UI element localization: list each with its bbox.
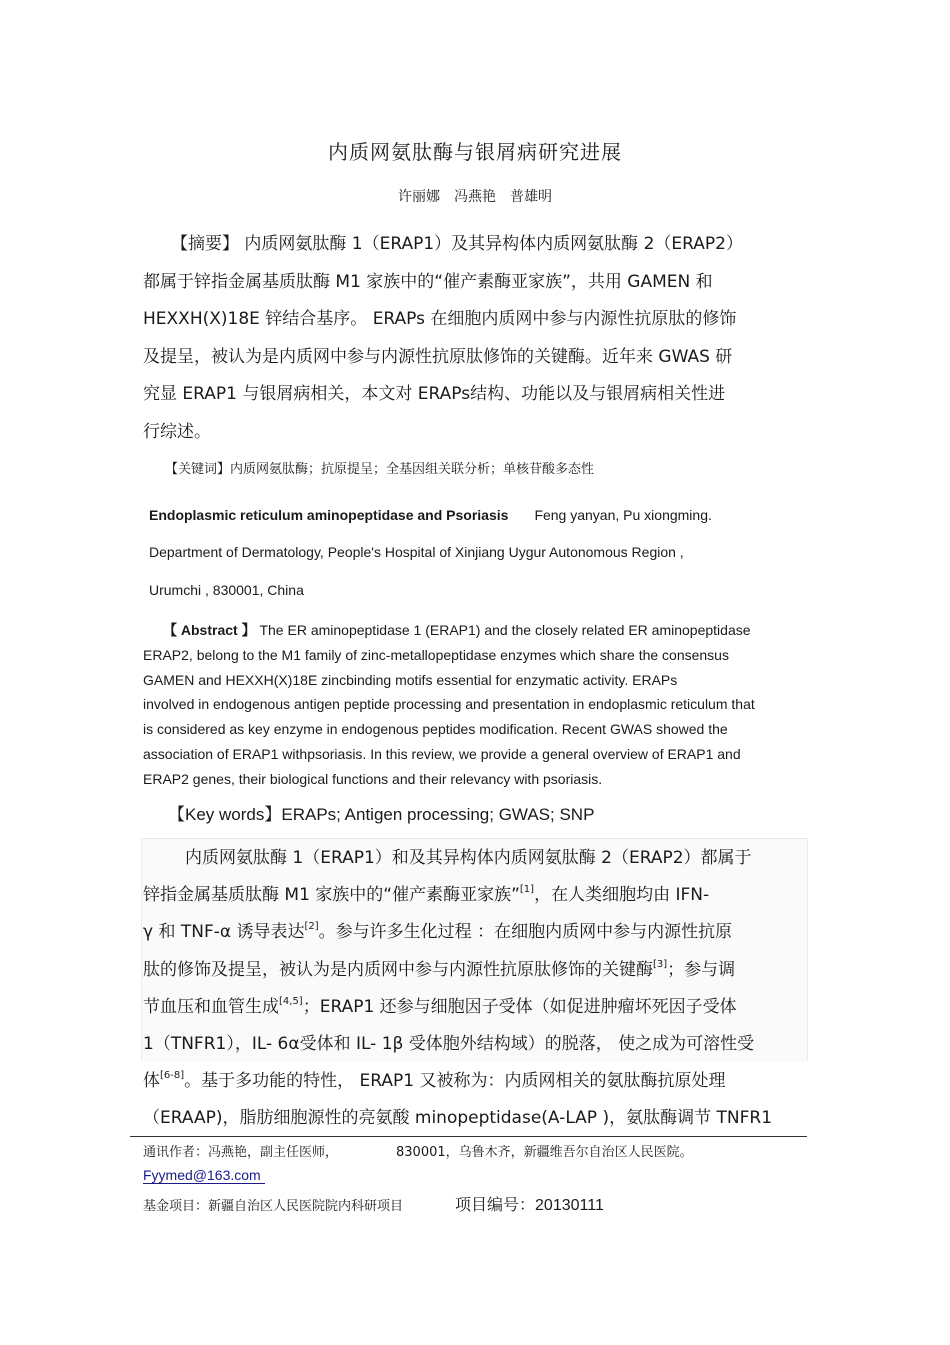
paper-title: 内质网氨肽酶与银屑病研究进展 — [328, 140, 622, 164]
english-abstract — [143, 618, 805, 792]
body-line: 1（TNFR1），IL- 6α受体和 IL- 1β 受体胞外结构域）的脱落， 使之成为可溶性受 — [143, 1034, 755, 1055]
body-line: 体[6-8]。基于多功能的特性， ERAP1 又被称为：内质网相关的氨肽酶抗原处理 — [143, 1070, 726, 1092]
abstract-line: 【 Abstract 】 The ER aminopeptidase 1 (ERAP1) and the closely related ER aminopeptidase — [163, 622, 751, 638]
citation: [3] — [653, 958, 668, 970]
chinese-keywords: 【关键词】内质网氨肽酶；抗原提呈；全基因组关联分析；单核苷酸多态性 — [165, 462, 595, 477]
author-list: 许丽娜 冯燕艳 普雄明 — [398, 189, 552, 205]
abstract-line: is considered as key enzyme in endogenous peptides modification. Recent GWAS showed the — [143, 721, 728, 738]
citation: [4,5] — [279, 995, 303, 1007]
body-line: （ERAAP)，脂肪细胞源性的亮氨酸 minopeptidase(A-LAP )，氨肽酶调节 TNFR1 — [143, 1108, 773, 1129]
english-affiliation: Department of Dermatology, People's Hospital of Xinjiang Uygur Autonomous Region , — [149, 544, 684, 560]
abstract-line: 究显 ERAP1 与银屑病相关，本文对 ERAPs结构、功能以及与银屑病相关性进 — [143, 384, 726, 404]
body-line: 内质网氨肽酶 1（ERAP1）和及其异构体内质网氨肽酶 2（ERAP2）都属于 — [185, 848, 752, 868]
english-title: Endoplasmic reticulum aminopeptidase and Psoriasis — [149, 507, 509, 523]
fund-note: 基金项目：新疆自治区人民医院院内科研项目 项目编号：20130111 — [143, 1195, 604, 1214]
abstract-line: GAMEN and HEXXH(X)18E zincbinding motifs essential for enzymatic activity. ERAPs — [143, 671, 678, 688]
citation: [1] — [519, 884, 535, 896]
abstract-line: involved in endogenous antigen peptide processing and presentation in endoplasmic reticulum that — [143, 696, 755, 713]
abstract-line: HEXXH(X)18E 锌结合基序。 ERAPs 在细胞内质网中参与内源性抗原肽的修饰 — [143, 309, 737, 329]
project-label: 项目编号： — [455, 1195, 536, 1214]
email-link[interactable]: Fyymed@163.com — [143, 1167, 265, 1184]
abstract-line: 及提呈，被认为是内质网中参与内源性抗原肽修饰的关键酶。近年来 GWAS 研 — [143, 346, 733, 367]
abstract-line: ERAP2 genes, their biological functions and their relevancy with psoriasis. — [143, 770, 603, 787]
footnote-divider — [130, 1136, 807, 1137]
english-city: Urumchi , 830001, China — [149, 582, 304, 598]
english-title-line — [149, 507, 712, 523]
abstract-line: 行综述。 — [143, 421, 211, 442]
english-keywords: 【Key words】ERAPs; Antigen processing; GWAS; SNP — [168, 805, 595, 824]
abstract-label: 【摘要】 — [171, 234, 239, 254]
abstract-line: ERAP2, belong to the M1 family of zinc-metallopeptidase enzymes which share the consensus — [143, 646, 729, 663]
abstract-line: 【摘要】 内质网氨肽酶 1（ERAP1）及其异构体内质网氨肽酶 2（ERAP2） — [171, 234, 743, 254]
citation: [2] — [304, 921, 319, 933]
citation: [6-8] — [160, 1070, 185, 1082]
english-authors: Feng yanyan, Pu xiongming. — [534, 507, 712, 523]
body-paragraph — [143, 840, 807, 1138]
body-line: 节血压和血管生成[4,5]；ERAP1 还参与细胞因子受体（如促进肿瘤坏死因子受体 — [143, 995, 737, 1017]
body-line: 锌指金属基质肽酶 M1 家族中的“催产素酶亚家族”[1]，在人类细胞均由 IFN- — [143, 884, 710, 906]
abstract-label: 【 Abstract 】 — [163, 622, 256, 638]
body-line: γ 和 TNF-α 诱导表达[2]。参与许多生化过程 ：在细胞内质网中参与内源性抗原 — [143, 921, 733, 943]
corresponding-author-note: 通讯作者：冯燕艳，副主任医师， 830001，乌鲁木齐，新疆维吾尔自治区人民医院。 — [143, 1145, 693, 1160]
abstract-line: 都属于锌指金属基质肽酶 M1 家族中的“催产素酶亚家族”，共用 GAMEN 和 — [143, 271, 713, 292]
chinese-abstract — [143, 226, 805, 451]
project-number: 20130111 — [535, 1197, 604, 1214]
body-line: 肽的修饰及提呈，被认为是内质网中参与内源性抗原肽修饰的关键酶[3]；参与调 — [143, 958, 736, 980]
abstract-line: association of ERAP1 withpsoriasis. In this review, we provide a general overview of ERAP1 and — [143, 745, 741, 762]
